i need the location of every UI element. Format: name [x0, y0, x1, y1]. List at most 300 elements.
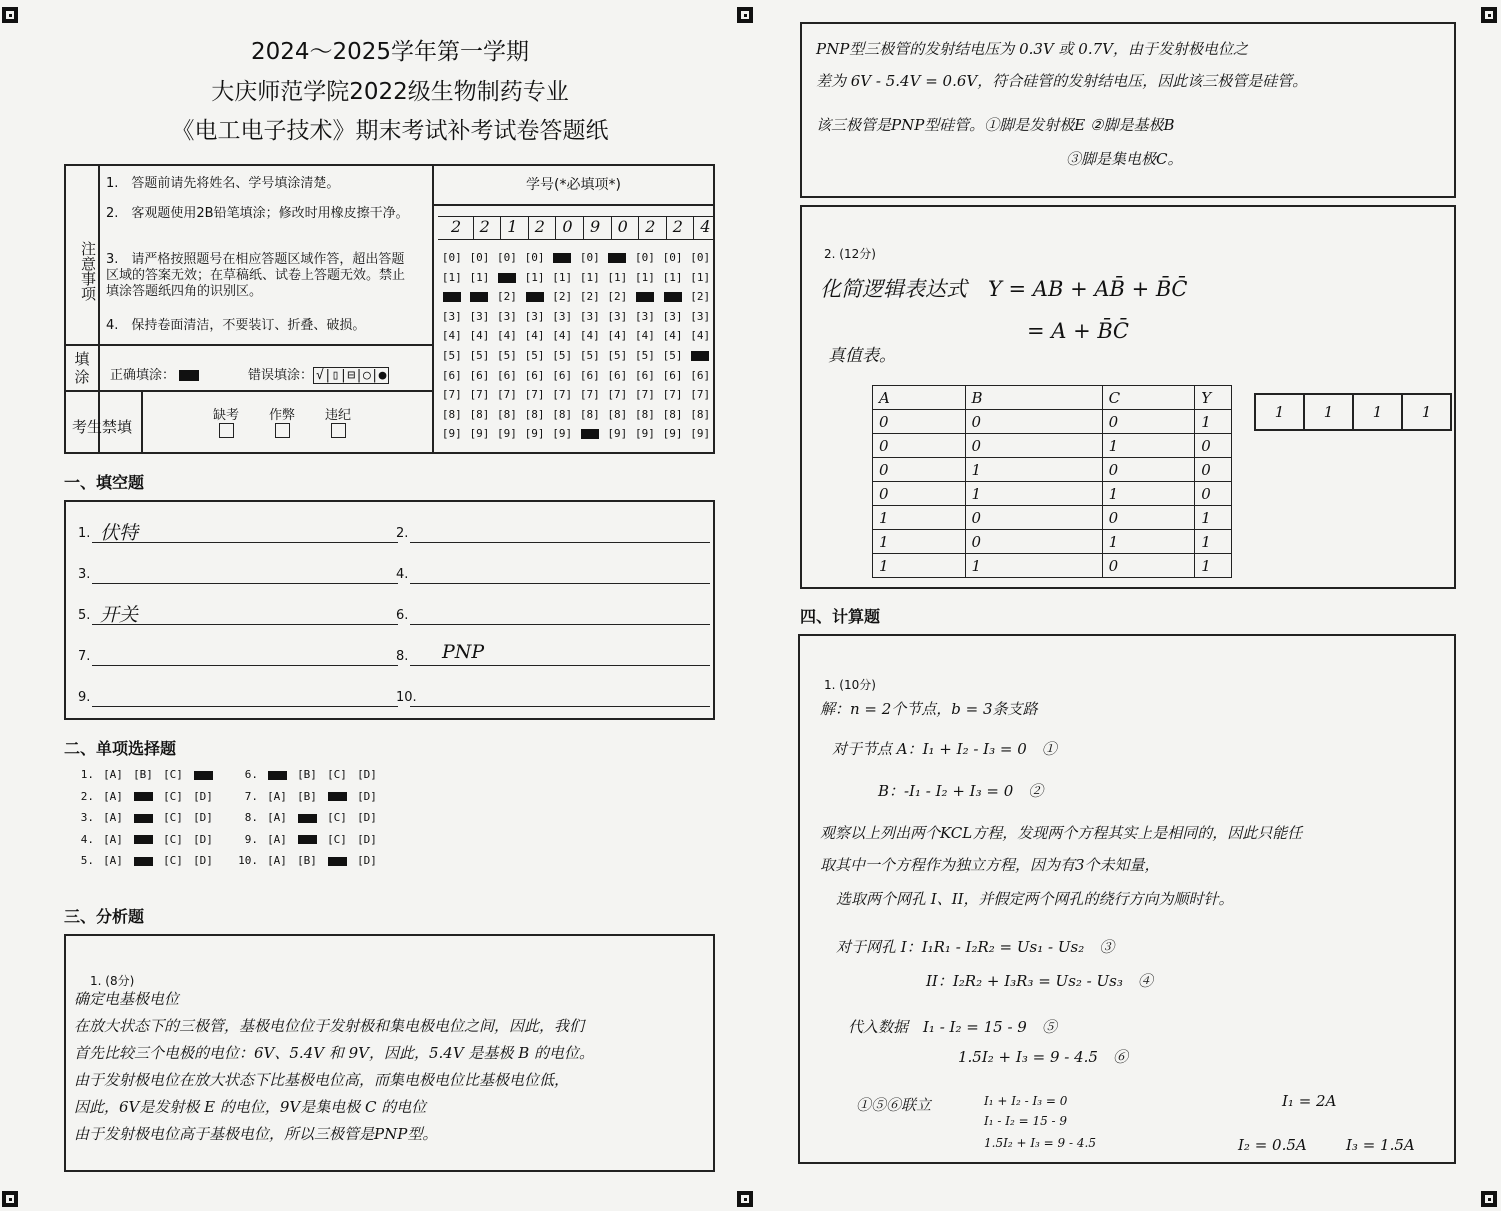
student-id-bubble[interactable]: [9]	[497, 427, 517, 441]
student-id-bubble[interactable]: [2]	[497, 290, 517, 304]
analysis2-expr2: = A + B̄C̄	[1027, 319, 1129, 343]
choice-option-b[interactable]: [B]	[297, 768, 317, 781]
student-id-bubble[interactable]: [8]	[469, 407, 490, 421]
student-id-bubble[interactable]: [7]	[441, 388, 462, 402]
calc1-line: I₂ = 0.5A	[1238, 1136, 1307, 1154]
student-id-bubble[interactable]: [7]	[635, 388, 655, 402]
notice-label: 注意事项	[79, 241, 97, 301]
choice-question[interactable]	[72, 768, 218, 781]
blank-number: 9.	[78, 690, 91, 705]
analysis1-label: 1. (8分)	[90, 974, 135, 988]
calc1-line: I₃ = 1.5A	[1346, 1136, 1415, 1154]
cheat-label: 作弊	[264, 404, 300, 442]
choice-option-b[interactable]	[292, 833, 322, 846]
student-id-bubble[interactable]: [9]	[607, 427, 628, 441]
analysis1-continued-line: ③脚是集电极C。	[1066, 150, 1183, 168]
student-id-handwritten	[438, 216, 714, 240]
fill-correct-label: 正确填涂：	[110, 364, 203, 383]
choice-option-a[interactable]: [A]	[103, 832, 123, 846]
student-id-row	[438, 422, 714, 442]
choice-number: 3.	[80, 811, 94, 824]
blank-number: 6.	[396, 608, 409, 623]
truth-table-row	[873, 482, 1232, 506]
truth-table-cell: 0	[873, 434, 966, 458]
calc1-line: 选取两个网孔 I、II，并假定两个网孔的绕行方向为顺时针。	[836, 890, 1234, 908]
student-id-bubble[interactable]: [6]	[552, 368, 573, 382]
calc1-line: 对于网孔 I：I₁R₁ - I₂R₂ = Us₁ - Us₂ ③	[836, 938, 1115, 956]
student-id-bubble[interactable]: [8]	[552, 407, 573, 421]
student-id-bubble[interactable]: [6]	[524, 368, 545, 382]
choice-question[interactable]	[236, 768, 382, 781]
analysis1-line: 首先比较三个电极的电位：6V、5.4V 和 9V，因此，5.4V 是基极 B 的电位。	[74, 1044, 594, 1062]
student-id-bubble[interactable]: [1]	[579, 270, 600, 284]
correct-fill-sample	[179, 370, 199, 381]
student-id-bubble[interactable]: [4]	[579, 329, 600, 343]
choice-option-b[interactable]: [B]	[133, 768, 153, 781]
analysis1-line: 由于发射极电位高于基极电位，所以三极管是PNP型。	[74, 1125, 438, 1143]
choice-option-b[interactable]	[128, 833, 158, 846]
student-id-bubble[interactable]: [4]	[662, 329, 683, 343]
truth-table	[872, 385, 1232, 578]
student-id-bubble[interactable]: [3]	[579, 309, 600, 323]
karnaugh-cell: 1	[1303, 395, 1352, 429]
student-id-bubble[interactable]: [1]	[441, 270, 462, 284]
header-line3: 《电工电子技术》期末考试补考试卷答题纸	[171, 118, 609, 144]
choice-option-c[interactable]: [C]	[163, 811, 183, 824]
truth-table-cell: 0	[1102, 506, 1195, 530]
truth-table-header: Y	[1195, 386, 1232, 410]
truth-table-cell: 0	[965, 434, 1102, 458]
header-line1: 2024～2025学年第一学期	[250, 39, 530, 65]
calc1-line: I₁ = 2A	[1282, 1092, 1337, 1110]
truth-table-cell: 0	[873, 482, 966, 506]
karnaugh-cell: 1	[1352, 395, 1401, 429]
student-id-row	[438, 266, 714, 286]
choice-option-d[interactable]: [D]	[357, 789, 377, 803]
student-id-digit: 4	[693, 217, 710, 239]
student-id-bubble[interactable]: [5]	[497, 348, 517, 362]
student-id-bubble[interactable]: [6]	[469, 368, 490, 382]
truth-table-header: C	[1102, 386, 1195, 410]
choice-option-a[interactable]: [A]	[103, 854, 123, 867]
analysis1-continued-panel	[800, 22, 1456, 198]
section-single-choice: 二、单项选择题	[64, 739, 177, 758]
student-id-bubble[interactable]: [3]	[469, 309, 490, 323]
blank-number: 4.	[396, 567, 409, 582]
student-id-bubble[interactable]: [0]	[690, 251, 711, 264]
registration-mark-bottom-right	[1481, 1191, 1497, 1207]
choice-option-d[interactable]	[188, 768, 218, 781]
student-id-bubble[interactable]: [8]	[607, 407, 628, 421]
student-id-bubble[interactable]: [9]	[441, 427, 462, 441]
blank-line[interactable]	[92, 583, 398, 584]
choice-option-c[interactable]: [C]	[327, 832, 347, 846]
student-id-bubble[interactable]	[686, 349, 714, 362]
student-id-bubble[interactable]: [0]	[497, 251, 517, 264]
truth-table-cell: 1	[1195, 506, 1232, 530]
student-id-bubble[interactable]: [0]	[579, 251, 600, 264]
truth-table-row	[873, 506, 1232, 530]
student-id-bubble[interactable]: [6]	[579, 368, 600, 382]
student-id-bubble[interactable]: [3]	[524, 309, 545, 323]
student-id-digit: 0	[611, 217, 628, 239]
student-id-bubble[interactable]: [9]	[469, 427, 490, 441]
wrong-fill-samples: √|▯|⊟|○|●	[313, 367, 389, 384]
analysis1-line: 在放大状态下的三极管，基极电位位于发射极和集电极电位之间，因此，我们	[74, 1017, 585, 1035]
truth-table-cell: 0	[1195, 458, 1232, 482]
student-id-bubble[interactable]: [8]	[441, 407, 462, 421]
section-fill-blank: 一、填空题	[64, 473, 145, 492]
student-id-bubble[interactable]: [8]	[662, 407, 683, 421]
choice-number: 10.	[238, 854, 258, 867]
choice-option-c[interactable]	[322, 790, 352, 803]
student-id-bubble[interactable]: [6]	[662, 368, 683, 382]
calc1-line: 1.5I₂ + I₃ = 9 - 4.5	[984, 1136, 1096, 1150]
choice-option-c[interactable]: [C]	[163, 789, 183, 803]
analysis1-continued-line: 差为 6V - 5.4V = 0.6V，符合硅管的发射结电压，因此该三极管是硅管。	[816, 72, 1308, 90]
truth-table-cell: 1	[965, 482, 1102, 506]
student-id-digit: 2	[666, 217, 683, 239]
truth-table-cell: 0	[1102, 554, 1195, 578]
choice-option-d[interactable]: [D]	[193, 811, 213, 824]
truth-table-cell: 0	[1102, 410, 1195, 434]
student-id-bubble[interactable]	[548, 251, 576, 264]
header-line2: 大庆师范学院2022级生物制药专业	[211, 79, 569, 105]
choice-option-d[interactable]: [D]	[357, 811, 377, 824]
truth-table-header: B	[965, 386, 1102, 410]
student-id-bubble[interactable]: [1]	[552, 270, 573, 284]
student-id-bubble[interactable]: [4]	[690, 329, 711, 343]
blank-number: 1.	[78, 526, 91, 541]
calc1-line: 取其中一个方程作为独立方程，因为有3个未知量，	[820, 856, 1160, 874]
choice-number: 2.	[80, 789, 94, 803]
student-id-bubble[interactable]: [8]	[635, 407, 655, 421]
notice-item-4: 4. 保持卷面清洁，不要装订、折叠、破损。	[106, 318, 366, 333]
truth-table-row	[873, 530, 1232, 554]
truth-table-cell: 1	[1195, 554, 1232, 578]
calc1-answer	[800, 636, 1454, 1162]
student-id-bubble[interactable]: [7]	[690, 388, 711, 402]
student-id-row	[438, 285, 714, 305]
student-id-bubble[interactable]: [9]	[524, 427, 545, 441]
analysis1-continued-line: 该三极管是PNP型硅管。①脚是发射极E ②脚是基极B	[816, 116, 1175, 134]
fill-wrong-label: 错误填涂： √|▯|⊟|○|●	[248, 364, 389, 383]
blank-line[interactable]	[410, 583, 710, 584]
student-id-bubble[interactable]: [7]	[607, 388, 628, 402]
choice-question[interactable]	[236, 833, 382, 846]
choice-option-c[interactable]	[322, 854, 352, 867]
truth-table-row	[873, 554, 1232, 578]
truth-table-cell: 1	[965, 458, 1102, 482]
student-id-bubble[interactable]: [0]	[469, 251, 490, 264]
analysis1-line: 确定电基极电位	[74, 990, 180, 1008]
calc1-line: I₁ - I₂ = 15 - 9	[984, 1114, 1068, 1128]
student-id-bubble[interactable]: [6]	[497, 368, 517, 382]
notice-item-1: 1. 答题前请先将姓名、学号填涂清楚。	[106, 176, 340, 191]
calc1-line: 1.5I₂ + I₃ = 9 - 4.5 ⑥	[958, 1048, 1128, 1066]
blank-number: 3.	[78, 567, 91, 582]
student-id-bubble[interactable]: [4]	[441, 329, 462, 343]
student-id-bubble[interactable]: [1]	[469, 270, 490, 284]
truth-table-cell: 1	[1102, 530, 1195, 554]
choice-option-c[interactable]: [C]	[163, 832, 183, 846]
calc1-line: 解：n = 2个节点，b = 3条支路	[820, 700, 1038, 718]
choice-option-b[interactable]: [B]	[297, 854, 317, 867]
truth-table-cell: 0	[873, 458, 966, 482]
truth-table-row	[873, 434, 1232, 458]
choice-option-a[interactable]	[262, 768, 292, 781]
student-id-bubble[interactable]	[631, 290, 659, 303]
karnaugh-row	[1254, 393, 1452, 431]
truth-table-cell: 0	[965, 410, 1102, 434]
student-id-bubble[interactable]: [6]	[441, 368, 462, 382]
choice-option-a[interactable]: [A]	[267, 854, 287, 867]
student-id-row	[438, 305, 714, 325]
registration-mark-top-left	[2, 7, 18, 23]
truth-table-cell: 0	[1102, 458, 1195, 482]
registration-mark-top-right	[1481, 7, 1497, 23]
blank-answer: 开关	[100, 604, 139, 626]
single-choice-area[interactable]	[64, 768, 464, 880]
calc1-line: I₁ + I₂ - I₃ = 0	[984, 1094, 1068, 1108]
student-id-bubble[interactable]	[466, 290, 494, 303]
karnaugh-cell: 1	[1274, 403, 1285, 421]
student-id-bubble[interactable]: [5]	[607, 348, 628, 362]
choice-option-c[interactable]: [C]	[327, 811, 347, 824]
student-id-bubble[interactable]: [1]	[662, 270, 683, 284]
truth-table-row	[873, 458, 1232, 482]
student-id-digit: 2	[638, 217, 655, 239]
student-id-bubble[interactable]: [8]	[690, 407, 711, 421]
truth-table-row	[873, 410, 1232, 434]
blank-number: 7.	[78, 649, 91, 664]
student-id-bubble[interactable]: [7]	[552, 388, 573, 402]
fill-blank-panel	[64, 500, 715, 720]
blank-line[interactable]	[410, 665, 710, 666]
choice-option-a[interactable]: [A]	[103, 789, 123, 803]
student-id-bubble[interactable]: [6]	[607, 368, 628, 382]
calc1-label: 1. (10分)	[824, 678, 876, 692]
choice-number: 1.	[80, 768, 94, 781]
student-id-bubble[interactable]: [7]	[524, 388, 545, 402]
choice-option-d[interactable]: [D]	[357, 768, 377, 781]
truth-table-label: 真值表。	[828, 346, 896, 366]
student-id-bubble[interactable]: [2]	[607, 290, 628, 304]
student-id-bubble[interactable]: [7]	[469, 388, 490, 402]
student-id-row	[438, 364, 714, 384]
student-id-bubble[interactable]: [7]	[497, 388, 517, 402]
student-id-bubble[interactable]: [9]	[635, 427, 655, 441]
student-id-bubble[interactable]: [3]	[607, 309, 628, 323]
student-id-bubble[interactable]: [8]	[497, 407, 517, 421]
student-id-bubble[interactable]	[604, 251, 632, 264]
calc1-line: 观察以上列出两个KCL方程，发现两个方程其实上是相同的，因此只能任	[820, 824, 1303, 842]
calc1-panel	[798, 634, 1456, 1164]
student-id-digit: 2	[528, 217, 545, 239]
analysis2-label: 2. (12分)	[824, 247, 876, 261]
choice-option-b[interactable]	[128, 790, 158, 803]
analysis1-line: 由于发射极电位在放大状态下比基极电位高，而集电极电位比基极电位低，	[74, 1071, 570, 1089]
section-calculation: 四、计算题	[800, 607, 881, 626]
absent-checkbox[interactable]	[219, 423, 234, 438]
student-id-row	[438, 403, 714, 423]
student-id-digit: 2	[451, 217, 462, 236]
choice-option-b[interactable]: [B]	[297, 789, 317, 803]
choice-question[interactable]	[236, 854, 382, 867]
blank-line[interactable]	[410, 706, 710, 707]
student-id-bubble[interactable]	[576, 427, 604, 440]
truth-table-cell: 1	[873, 506, 966, 530]
student-id-row	[438, 324, 714, 344]
blank-line[interactable]	[410, 624, 710, 625]
student-id-digit: 9	[583, 217, 600, 239]
student-id-digit: 1	[500, 217, 517, 239]
student-id-bubble[interactable]: [4]	[607, 329, 628, 343]
student-id-bubble[interactable]: [0]	[524, 251, 545, 264]
blank-number: 2.	[396, 526, 409, 541]
student-id-bubble[interactable]	[438, 290, 466, 303]
choice-option-a[interactable]: [A]	[267, 832, 287, 846]
forbidden-label: 考生禁填	[72, 418, 133, 436]
choice-option-c[interactable]: [C]	[163, 768, 183, 781]
choice-option-d[interactable]: [D]	[357, 832, 377, 846]
student-id-bubble[interactable]: [5]	[469, 348, 490, 362]
student-id-bubble[interactable]: [8]	[579, 407, 600, 421]
truth-table-cell: 0	[1195, 434, 1232, 458]
student-id-bubble[interactable]: [0]	[662, 251, 683, 264]
student-id-bubble[interactable]: [3]	[497, 309, 517, 323]
student-id-bubble[interactable]: [4]	[635, 329, 655, 343]
choice-option-d[interactable]: [D]	[193, 832, 213, 846]
blank-line[interactable]	[92, 706, 398, 707]
truth-table-cell: 1	[1195, 410, 1232, 434]
student-id-bubble[interactable]: [1]	[635, 270, 655, 284]
choice-question[interactable]	[236, 790, 382, 803]
student-id-bubble-grid[interactable]	[438, 246, 714, 442]
student-id-bubble[interactable]: [5]	[552, 348, 573, 362]
cheat-checkbox[interactable]	[275, 423, 290, 438]
student-id-bubble[interactable]: [5]	[635, 348, 655, 362]
student-id-bubble[interactable]: [5]	[579, 348, 600, 362]
choice-option-d[interactable]: [D]	[193, 854, 213, 867]
truth-table-cell: 1	[1102, 482, 1195, 506]
choice-option-b[interactable]	[128, 854, 158, 867]
student-id-bubble[interactable]: [0]	[441, 251, 462, 264]
student-id-bubble[interactable]: [4]	[524, 329, 545, 343]
truth-table-cell: 0	[1195, 482, 1232, 506]
student-id-bubble[interactable]: [9]	[662, 427, 683, 441]
choice-option-b[interactable]	[128, 811, 158, 824]
truth-table-cell: 1	[873, 554, 966, 578]
student-id-bubble[interactable]: [2]	[579, 290, 600, 304]
student-id-bubble[interactable]: [9]	[690, 427, 711, 441]
student-id-bubble[interactable]: [6]	[635, 368, 655, 382]
student-id-digit: 2	[473, 217, 490, 239]
choice-option-a[interactable]: [A]	[267, 811, 287, 824]
student-id-row	[438, 344, 714, 364]
truth-table-header: A	[873, 386, 966, 410]
violation-checkbox[interactable]	[331, 423, 346, 438]
student-id-bubble[interactable]: [6]	[690, 368, 711, 382]
student-id-bubble[interactable]	[493, 271, 521, 284]
analysis1-continued-line: PNP型三极管的发射结电压为 0.3V 或 0.7V，由于发射极电位之	[816, 40, 1248, 58]
student-id-bubble[interactable]: [5]	[441, 348, 462, 362]
blank-line[interactable]	[410, 542, 710, 543]
student-id-bubble[interactable]: [7]	[579, 388, 600, 402]
student-id-bubble[interactable]: [5]	[524, 348, 545, 362]
blank-answer: 伏特	[100, 522, 139, 544]
student-id-bubble[interactable]	[521, 290, 549, 303]
student-id-bubble[interactable]: [9]	[552, 427, 573, 441]
choice-number: 9.	[244, 832, 258, 846]
student-id-bubble[interactable]: [3]	[552, 309, 573, 323]
choice-question[interactable]	[72, 790, 218, 803]
student-id-bubble[interactable]: [5]	[662, 348, 683, 362]
choice-option-b[interactable]	[292, 811, 322, 824]
truth-table-cell: 1	[1195, 530, 1232, 554]
calc1-line: 代入数据 I₁ - I₂ = 15 - 9 ⑤	[848, 1018, 1057, 1036]
karnaugh-cell: 1	[1401, 395, 1450, 429]
student-id-bubble[interactable]: [8]	[524, 407, 545, 421]
choice-question[interactable]	[72, 811, 218, 824]
choice-option-a[interactable]: [A]	[103, 768, 123, 781]
analysis1-panel	[64, 934, 715, 1172]
section-analysis: 三、分析题	[64, 907, 145, 926]
analysis2-expr1: 化简逻辑表达式 Y = AB + AB̄ + B̄C̄	[820, 277, 1188, 301]
student-id-bubble[interactable]: [0]	[635, 251, 655, 264]
registration-mark-top-center	[737, 7, 753, 23]
student-id-bubble[interactable]: [1]	[524, 270, 545, 284]
student-id-bubble[interactable]: [7]	[662, 388, 683, 402]
student-id-bubble[interactable]: [1]	[607, 270, 628, 284]
choice-question[interactable]	[236, 811, 382, 824]
choice-option-c[interactable]: [C]	[327, 768, 347, 781]
calc1-line: II：I₂R₂ + I₃R₃ = Us₂ - Us₃ ④	[926, 972, 1153, 990]
student-id-bubble[interactable]	[659, 290, 687, 303]
choice-option-c[interactable]: [C]	[163, 854, 183, 867]
truth-table-cell: 0	[965, 530, 1102, 554]
student-id-bubble[interactable]: [2]	[690, 290, 711, 304]
truth-table-cell: 1	[873, 530, 966, 554]
choice-option-d[interactable]: [D]	[357, 854, 377, 867]
notice-item-2: 2. 客观题使用2B铅笔填涂；修改时用橡皮擦干净。	[106, 206, 409, 221]
student-id-bubble[interactable]: [1]	[690, 270, 711, 284]
student-id-bubble[interactable]: [3]	[690, 309, 711, 323]
choice-number: 7.	[244, 789, 258, 803]
choice-option-a[interactable]: [A]	[103, 811, 123, 824]
blank-line[interactable]	[92, 665, 398, 666]
choice-option-a[interactable]: [A]	[267, 789, 287, 803]
student-id-bubble[interactable]: [4]	[552, 329, 573, 343]
blank-answer: PNP	[442, 641, 485, 663]
truth-table-cell: 0	[873, 410, 966, 434]
student-id-bubble[interactable]: [4]	[497, 329, 517, 343]
calc1-line: ①⑤⑥联立	[856, 1096, 932, 1114]
student-id-bubble[interactable]: [3]	[662, 309, 683, 323]
notice-item-3: 3. 请严格按照题号在相应答题区域作答，超出答题区域的答案无效；在草稿纸、试卷上答题无效。禁止填涂答题纸四角的识别区。	[106, 252, 406, 299]
student-id-bubble[interactable]: [2]	[552, 290, 573, 304]
choice-question[interactable]	[72, 833, 218, 846]
truth-table-cell: 1	[965, 554, 1102, 578]
registration-mark-bottom-center	[737, 1191, 753, 1207]
student-id-bubble[interactable]: [3]	[441, 309, 462, 323]
choice-question[interactable]	[72, 854, 218, 867]
choice-option-d[interactable]: [D]	[193, 789, 213, 803]
truth-table-cell: 1	[1102, 434, 1195, 458]
student-id-bubble[interactable]: [4]	[469, 329, 490, 343]
registration-mark-bottom-left	[2, 1191, 18, 1207]
student-id-bubble[interactable]: [3]	[635, 309, 655, 323]
